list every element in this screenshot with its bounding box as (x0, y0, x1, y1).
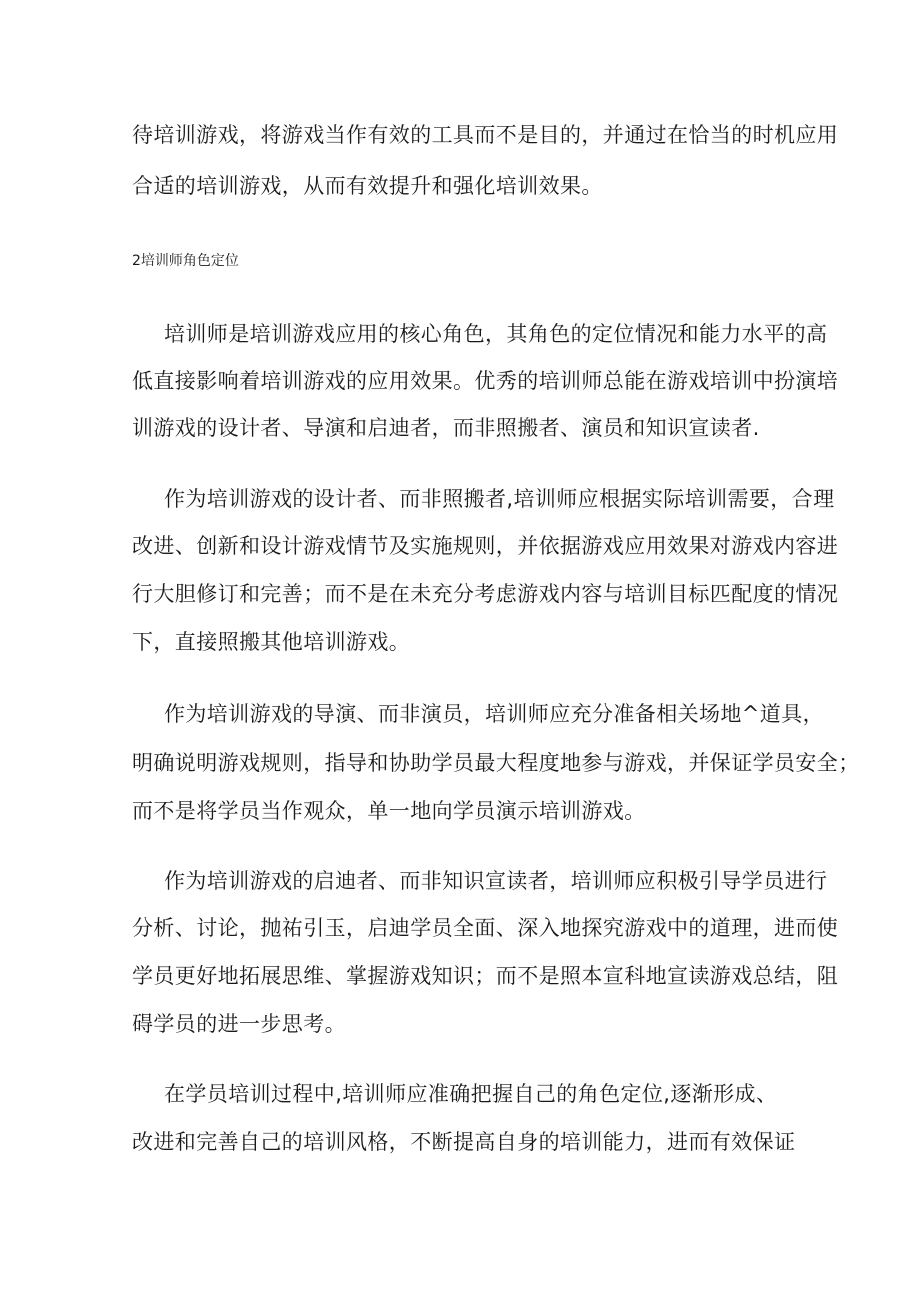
text-line: 碍学员的进一步思考。 (132, 1012, 346, 1036)
text-line: 低直接影响着培训游戏的应用效果。优秀的培训师总能在游戏培训中扮演培 (132, 369, 839, 393)
text-line: 作为培训游戏的设计者、而非照搬者,培训师应根据实际培训需要，合理 (164, 487, 835, 511)
text-line: 分析、讨论，抛祐引玉，启迪学员全面、深入地探究游戏中的道理，进而使 (132, 916, 839, 940)
text-line: 在学员培训过程中,培训师应准确把握自己的角色定位,逐渐形成、 (164, 1082, 778, 1106)
text-line: 培训师是培训游戏应用的核心角色，其角色的定位情况和能力水平的高 (164, 322, 828, 346)
text-line: 下，直接照搬其他培训游戏。 (132, 630, 411, 654)
text-line: 明确说明游戏规则，指导和协助学员最大程度地参与游戏，并保证学员安全； (132, 751, 860, 775)
text-line: 学员更好地拓展思维、掌握游戏知识；而不是照本宣科地宣读游戏总结，阻 (132, 964, 839, 988)
section-heading: 2培训师角色定位 (132, 253, 239, 269)
text-line: 行大胆修订和完善；而不是在未充分考虑游戏内容与培训目标匹配度的情况 (132, 582, 839, 606)
text-line: 改进和完善自己的培训风格，不断提高自身的培训能力，进而有效保证 (132, 1130, 796, 1154)
text-line: 作为培训游戏的导演、而非演员，培训师应充分准备相关场地^道具， (164, 702, 824, 726)
text-line: 作为培训游戏的启迪者、而非知识宣读者，培训师应积极引导学员进行 (164, 869, 828, 893)
text-line: 而不是将学员当作观众，单一地向学员演示培训游戏。 (132, 799, 646, 823)
text-line: 训游戏的设计者、导演和启迪者，而非照搬者、演员和知识宣读者. (132, 416, 760, 440)
text-line: 合适的培训游戏，从而有效提升和强化培训效果。 (132, 174, 603, 198)
text-line: 待培训游戏，将游戏当作有效的工具而不是目的，并通过在恰当的时机应用 (132, 123, 839, 147)
text-line: 改进、创新和设计游戏情节及实施规则，并依据游戏应用效果对游戏内容进 (132, 534, 839, 558)
